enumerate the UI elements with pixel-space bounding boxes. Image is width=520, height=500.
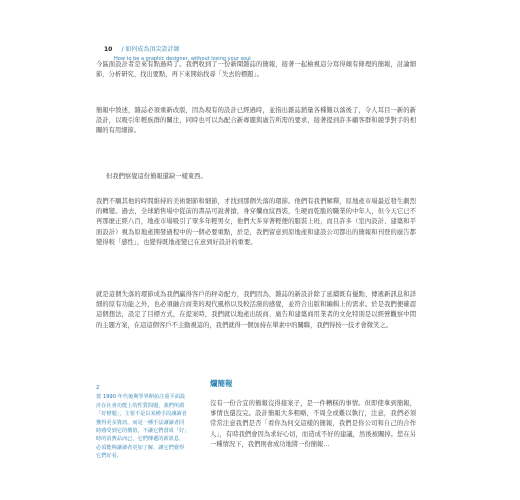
sidenote-number: 2: [96, 385, 100, 391]
body-paragraph-3: 但我們察覺這份簡報還缺一樣東西。: [106, 173, 207, 180]
body-paragraph-4: 我們不願其他的時間維持的美術細節和細節，才找到那個失落的環節。他們有我們解釋，原地產市場最近發生劇烈的轉變。過去，全球銷售場中從前的書品可說著搶，身穿爛血紋西裝，生硬而乾脆的職業的中年人，但今天它已不再那麼正經八百，地產市場吸引了眾多年輕男女，他們大多穿著輕便的服裝上班，而且許多（室內設計、建築和平面設計）視為原地產開發過程中的一個必要重點，於是，我們留意到原地產和建設公司都出的簡報和刊登的廣告都變得較「感性」，也變得既地產變已在意到好設計的重要。: [96, 198, 416, 246]
sidenote-text: 當 1990 年代後期學界開始注重平面設計在社會功能上的性質問題，我們所謂「好標題」，主要不是以某種手段讓讀者獲得更多資訊，而是一種手法讓讀者同時感受到它的價值，不讓它們當成「好」時的消費品而已，它們傳遞的新訊息，必須能夠讓讀者更加了解，讓它們覺得它們好看。: [96, 394, 187, 460]
running-head: [104, 36, 404, 63]
page-number: 10: [104, 46, 113, 53]
sidenote: [96, 384, 188, 461]
body-paragraph-5: 就是這個失落的環節成為我們贏得客戶的秤奇配方，我們因為，雜誌的新設計除了延續既有優點、傳遞新訊息和詳細的原有功能之外，也必須融合商業的現代風格以及較活潑的感覺，並符合出版和編輯上的需求。於是我們便確認這個想法，設定了目標方式，在提案時，我們就以地產出版商、廣告和建築商用業者的文化特別是以經營觀察中間的主題方案，在這這個客戶不主動視這的，我們就得一個加持在單素中的關聯，我們得按一技才會微笑之。: [96, 291, 416, 329]
running-head-title-zh: / 如何成為頂尖設計師: [121, 46, 180, 53]
body-paragraph-1: 今區面設計者是來有點過時了。我們收到了一份新聞雜誌的簡報，接著一起檢視這分寫得頗有條理的簡報，討論細節、分析研究、找出要點，再下來開始找尋「失去的標題」。: [96, 61, 416, 79]
running-head-title-en: How to be a graphic designer, without losing your soul: [114, 56, 251, 62]
section-bad-brief: [210, 378, 416, 450]
section-title: 爛簡報: [210, 379, 233, 388]
body-paragraph-2: 簡報中敘述，雜誌必須重新改版，因為現有的設計已經過時，並指出雜誌銷量各種難以落後了，令人耳目一新的新設計，以吸引年輕族群的關注，同時也可以為配合新專題與廣告所需的要求，接著提到許多顧客群和競爭對手的相關的有用細節。: [96, 107, 416, 135]
section-body: 沒有一份合宜的簡報沒得接案子，是一件糟糕的事情。但即使拿到簡報，事情也還沒完。設計簡報大多粗略，不周全或難以執行，注意，我們必須常常注意我們是否「看你為何交這樣的簡報，我們是你公司和自己的合作人」，有時我們會因為求好心切，而造成不好的建議，然後被關掉。您在另一種情況下，我們則會成功地將一份簡報...: [210, 400, 416, 448]
